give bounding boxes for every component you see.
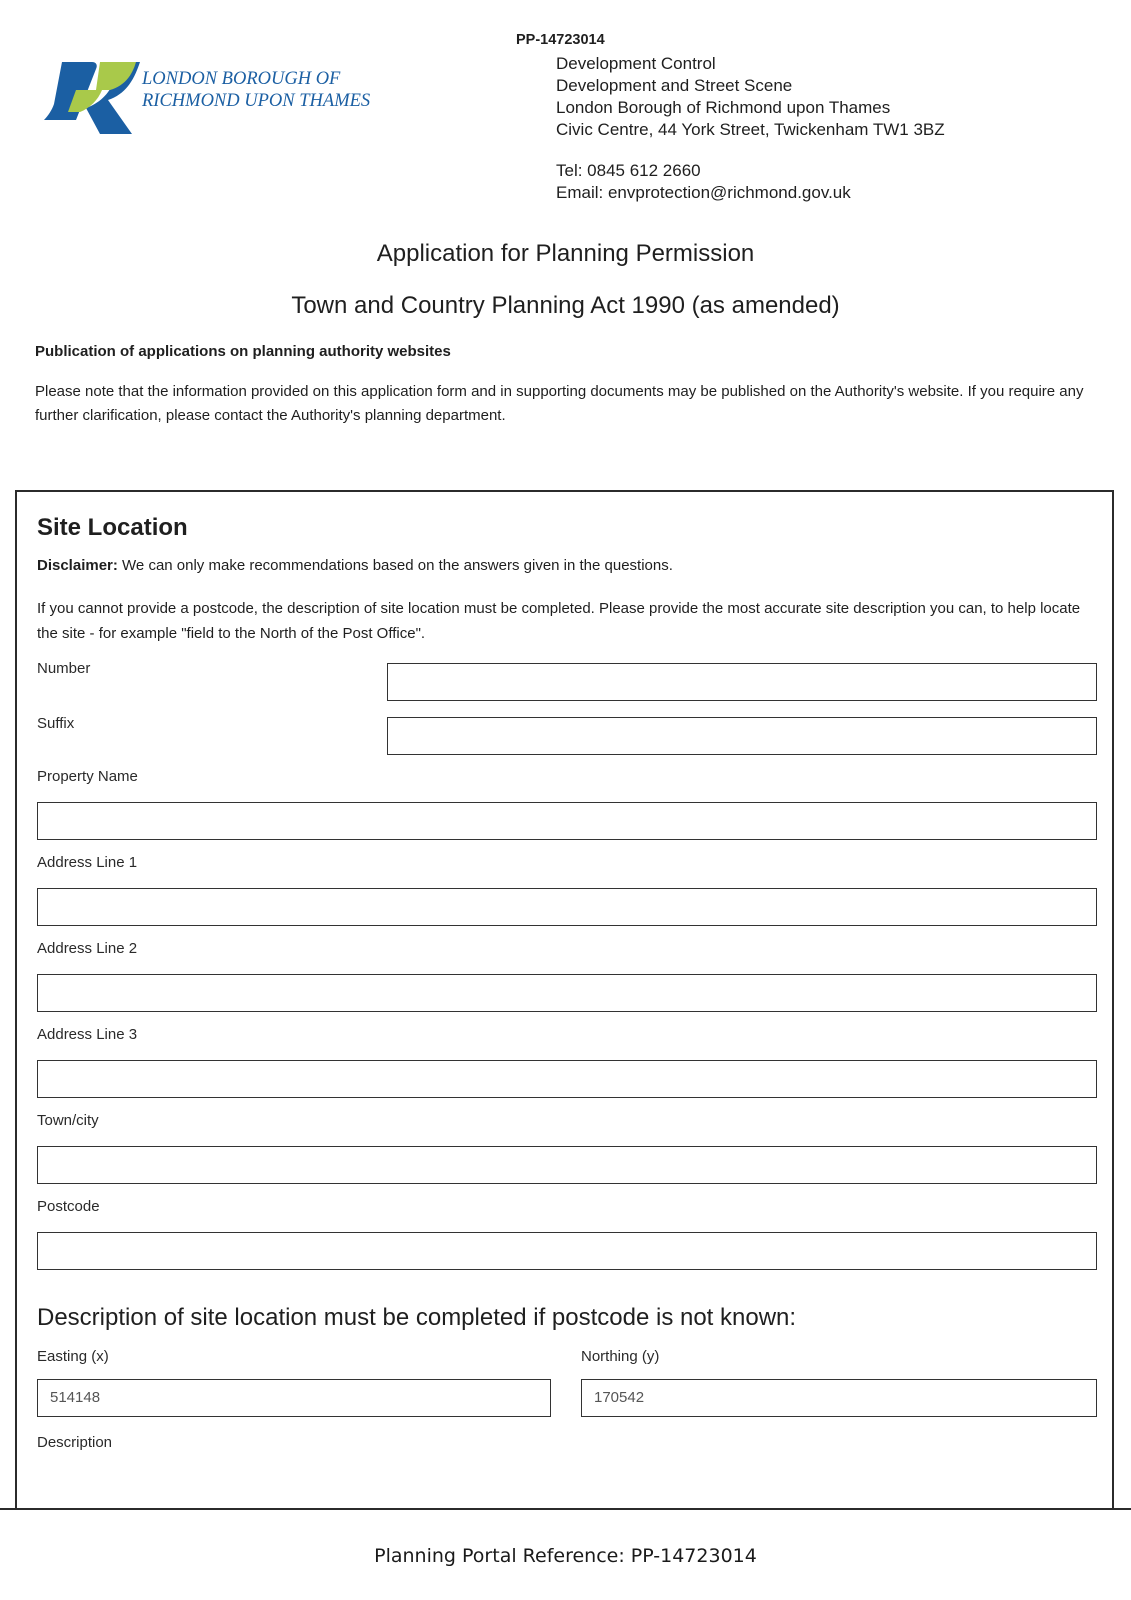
postcode-field[interactable]	[37, 1232, 1097, 1270]
header-reference: PP-14723014	[516, 32, 605, 48]
logo-text	[142, 68, 370, 112]
footer-reference: Planning Portal Reference: PP-14723014	[374, 1545, 757, 1567]
address-line-1-field[interactable]	[37, 888, 1097, 926]
property-name-field[interactable]	[37, 802, 1097, 840]
form-act-title: Town and Country Planning Act 1990 (as amended)	[291, 292, 840, 319]
address-line: London Borough of Richmond upon Thames	[556, 98, 891, 117]
address-line: Development and Street Scene	[556, 76, 793, 95]
address-line-2-label: Address Line 2	[37, 940, 138, 957]
address-line-3-field[interactable]	[37, 1060, 1097, 1098]
property-name-label: Property Name	[37, 768, 138, 785]
richmond-r-logo-icon	[36, 60, 146, 140]
address-line: Civic Centre, 44 York Street, Twickenham TW1 3BZ	[556, 120, 945, 139]
suffix-label: Suffix	[37, 715, 75, 732]
description-heading: Description of site location must be completed if postcode is not known:	[37, 1304, 797, 1331]
publication-heading: Publication of applications on planning authority websites	[35, 343, 451, 360]
address-line-3-label: Address Line 3	[37, 1026, 138, 1043]
easting-field[interactable]: 514148	[37, 1379, 551, 1417]
council-logo	[36, 60, 396, 140]
form-title: Application for Planning Permission	[376, 240, 755, 267]
logo-line-2: RICHMOND UPON THAMES	[142, 91, 371, 111]
town-city-field[interactable]	[37, 1146, 1097, 1184]
town-city-label: Town/city	[37, 1112, 99, 1129]
suffix-field[interactable]	[387, 717, 1097, 755]
disclaimer-text: We can only make recommendations based on the answers given in the questions.	[117, 557, 673, 574]
email: Email: envprotection@richmond.gov.uk	[556, 183, 851, 202]
publication-text: Please note that the information provided on this application form and in supporting documents may be published on the Authority's website. If you require any further clarification, please contact the Authority's planning department.	[35, 383, 1084, 424]
description-label: Description	[37, 1434, 113, 1451]
number-field[interactable]	[387, 663, 1097, 701]
easting-label: Easting (x)	[37, 1348, 109, 1365]
telephone: Tel: 0845 612 2660	[556, 161, 701, 180]
site-instructions: If you cannot provide a postcode, the description of site location must be completed. Please provide the most accurate site description you can, to help locate the site - for example "field to the North of the Post Office".	[37, 600, 1081, 642]
council-address	[556, 53, 945, 141]
address-line-1-label: Address Line 1	[37, 854, 138, 871]
logo-line-1: LONDON BOROUGH OF	[142, 69, 341, 89]
section-title: Site Location	[37, 514, 188, 541]
disclaimer-label: Disclaimer:	[37, 557, 118, 574]
footer-divider	[0, 1508, 1131, 1510]
disclaimer	[37, 557, 673, 574]
northing-field[interactable]: 170542	[581, 1379, 1097, 1417]
council-contact	[556, 160, 851, 204]
address-line-2-field[interactable]	[37, 974, 1097, 1012]
northing-label: Northing (y)	[581, 1348, 660, 1365]
address-line: Development Control	[556, 54, 716, 73]
postcode-label: Postcode	[37, 1198, 100, 1215]
number-label: Number	[37, 660, 91, 677]
